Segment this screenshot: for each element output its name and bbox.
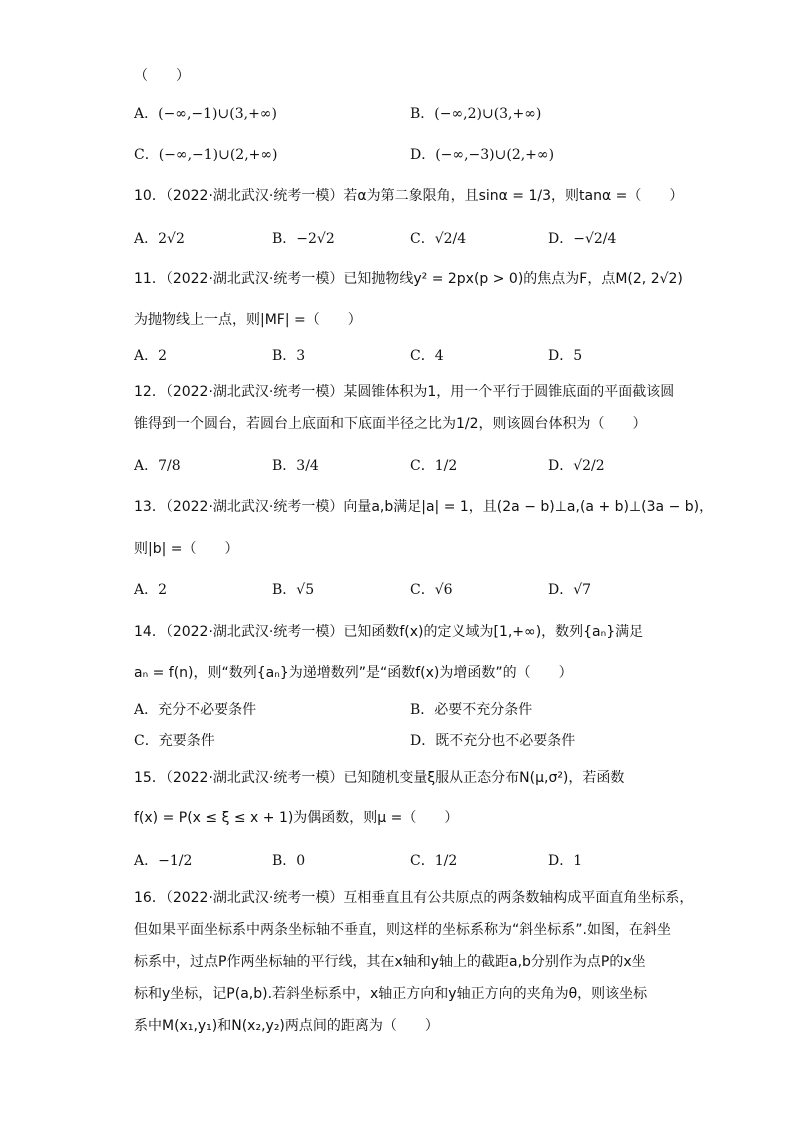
q9-option-d: D．(−∞,−3)∪(2,+∞) bbox=[410, 147, 555, 163]
q10-stem: 10．（2022·湖北武汉·统考一模）若α为第二象限角，且sinα = 1/3，则tanα =（ ） bbox=[134, 188, 684, 204]
q9-option-b: B．(−∞,2)∪(3,+∞) bbox=[410, 106, 542, 122]
q9-option-a: A．(−∞,−1)∪(3,+∞) bbox=[134, 106, 277, 122]
q15-option-d: D．1 bbox=[548, 853, 583, 869]
q16-stem-line4: 标和y坐标，记P(a,b).若斜坐标系中，x轴正方向和y轴正方向的夹角为θ，则该坐标 bbox=[134, 986, 648, 1002]
q11-stem-line2: 为抛物线上一点，则|MF| =（ ） bbox=[134, 312, 362, 328]
q13-option-d: D．√7 bbox=[548, 582, 592, 598]
q14-stem-line1: 14．（2022·湖北武汉·统考一模）已知函数f(x)的定义域为[1,+∞)，数列{aₙ}满足 bbox=[134, 624, 644, 640]
q12-option-a: A．7/8 bbox=[134, 458, 181, 474]
q9-bracket: （ ） bbox=[134, 68, 190, 84]
q12-stem-line1: 12．（2022·湖北武汉·统考一模）某圆锥体积为1，用一个平行于圆锥底面的平面截该圆 bbox=[134, 384, 675, 400]
q15-option-b: B．0 bbox=[272, 853, 306, 869]
q16-stem-line1: 16．（2022·湖北武汉·统考一模）互相垂直且有公共原点的两条数轴构成平面直角坐标系， bbox=[134, 890, 694, 906]
q10-option-c: C．√2/4 bbox=[410, 231, 467, 247]
q14-option-c: C．充要条件 bbox=[134, 733, 215, 749]
q9-option-c: C．(−∞,−1)∪(2,+∞) bbox=[134, 147, 278, 163]
q12-stem-line2: 锥得到一个圆台，若圆台上底面和下底面半径之比为1/2，则该圆台体积为（ ） bbox=[134, 416, 647, 432]
q14-option-b: B．必要不充分条件 bbox=[410, 702, 533, 718]
q11-option-d: D．5 bbox=[548, 348, 583, 364]
q15-stem-line1: 15．（2022·湖北武汉·统考一模）已知随机变量ξ服从正态分布N(μ,σ²)，若函数 bbox=[134, 770, 625, 786]
q16-stem-line2: 但如果平面坐标系中两条坐标轴不垂直，则这样的坐标系称为“斜坐标系”.如图，在斜坐 bbox=[134, 922, 671, 938]
q15-stem-line2: f(x) = P(x ≤ ξ ≤ x + 1)为偶函数，则μ =（ ） bbox=[134, 810, 459, 826]
q11-option-c: C．4 bbox=[410, 348, 444, 364]
q10-option-b: B．−2√2 bbox=[272, 231, 335, 247]
q11-option-a: A．2 bbox=[134, 348, 168, 364]
q12-option-b: B．3/4 bbox=[272, 458, 319, 474]
q13-option-a: A．2 bbox=[134, 582, 168, 598]
q15-option-c: C．1/2 bbox=[410, 853, 458, 869]
q12-option-c: C．1/2 bbox=[410, 458, 458, 474]
q11-stem-line1: 11．（2022·湖北武汉·统考一模）已知抛物线y² = 2px(p > 0)的焦点为F，点M(2, 2√2) bbox=[134, 271, 683, 287]
q14-stem-line2: aₙ = f(n)，则“数列{aₙ}为递增数列”是“函数f(x)为增函数”的（ ） bbox=[134, 665, 573, 681]
q13-stem-line1: 13．（2022·湖北武汉·统考一模）向量a,b满足|a| = 1，且(2a − b)⊥a,(a + b)⊥(3a − b)， bbox=[134, 499, 714, 515]
q16-stem-line5: 系中M(x₁,y₁)和N(x₂,y₂)两点间的距离为（ ） bbox=[134, 1018, 439, 1034]
q16-stem-line3: 标系中，过点P作两坐标轴的平行线，其在x轴和y轴上的截距a,b分别作为点P的x坐 bbox=[134, 954, 646, 970]
q14-option-d: D．既不充分也不必要条件 bbox=[410, 733, 576, 749]
q10-option-d: D．−√2/4 bbox=[548, 231, 617, 247]
q13-stem-line2: 则|b| =（ ） bbox=[134, 541, 239, 557]
q12-option-d: D．√2/2 bbox=[548, 458, 605, 474]
q10-option-a: A．2√2 bbox=[134, 231, 185, 247]
q13-option-b: B．√5 bbox=[272, 582, 315, 598]
q11-option-b: B．3 bbox=[272, 348, 306, 364]
q15-option-a: A．−1/2 bbox=[134, 853, 193, 869]
q14-option-a: A．充分不必要条件 bbox=[134, 702, 257, 718]
q13-option-c: C．√6 bbox=[410, 582, 453, 598]
